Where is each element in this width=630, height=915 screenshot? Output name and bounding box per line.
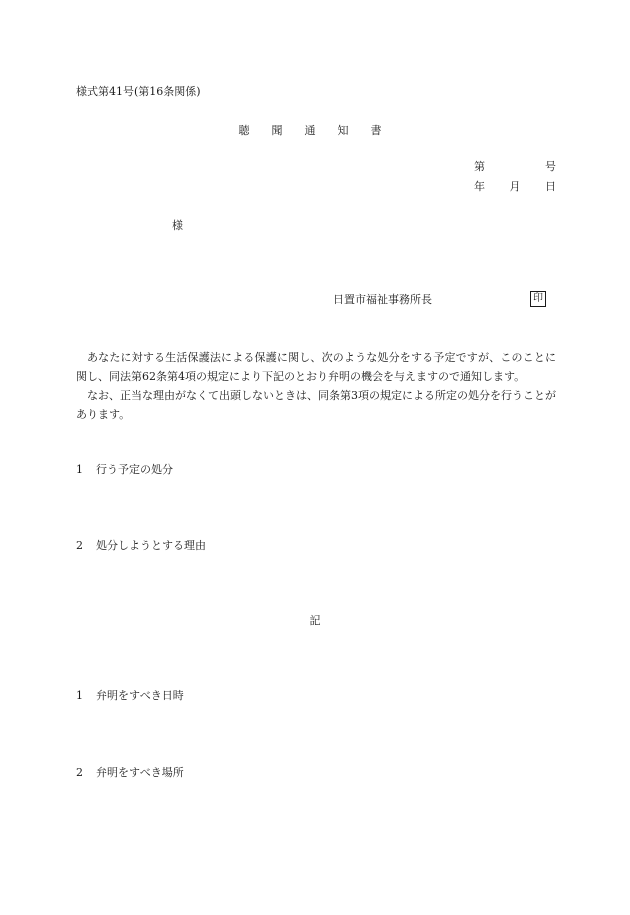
item-number: 2 xyxy=(76,766,83,779)
item-hearing-place xyxy=(76,766,184,779)
item-planned-disposition xyxy=(76,463,173,476)
doc-number-prefix: 第 xyxy=(474,160,485,173)
title-char: 聴 xyxy=(238,124,272,137)
body-paragraph: あなたに対する生活保護法による保護に関し、次のような処分をする予定ですが、このことに関し、同法第62条第4項の規定により下記のとおり弁明の機会を与えますので通知します。 xyxy=(76,351,556,383)
date-month: 月 xyxy=(509,180,521,193)
body-paragraph: なお、正当な理由がなくて出頭しないときは、同条第3項の規定による所定の処分を行うことがあります。 xyxy=(76,389,556,421)
title-char: 聞 xyxy=(271,124,305,137)
doc-number-suffix: 号 xyxy=(545,160,556,173)
date-day: 日 xyxy=(545,180,556,193)
body-text xyxy=(76,348,556,424)
document-number xyxy=(474,160,556,173)
item-number: 2 xyxy=(76,539,83,552)
addressee: 様 xyxy=(172,219,183,232)
item-number: 1 xyxy=(76,463,83,476)
title-char: 通 xyxy=(304,124,338,137)
sender-name: 日置市福祉事務所長 xyxy=(333,293,432,306)
item-label: 行う予定の処分 xyxy=(96,463,173,476)
item-label: 弁明をすべき場所 xyxy=(96,766,184,779)
item-label: 弁明をすべき日時 xyxy=(96,689,184,702)
title-char: 知 xyxy=(337,124,371,137)
item-number: 1 xyxy=(76,689,83,702)
ki-heading: 記 xyxy=(309,614,321,627)
seal-mark: 印 xyxy=(530,291,546,307)
title-char: 書 xyxy=(370,124,404,137)
date-year: 年 xyxy=(474,180,485,193)
issue-date xyxy=(474,180,556,193)
item-label: 処分しようとする理由 xyxy=(96,539,206,552)
item-disposition-reason xyxy=(76,539,206,552)
form-label: 様式第41号(第16条関係) xyxy=(76,85,201,98)
document-title xyxy=(0,124,630,137)
item-hearing-datetime xyxy=(76,689,184,702)
